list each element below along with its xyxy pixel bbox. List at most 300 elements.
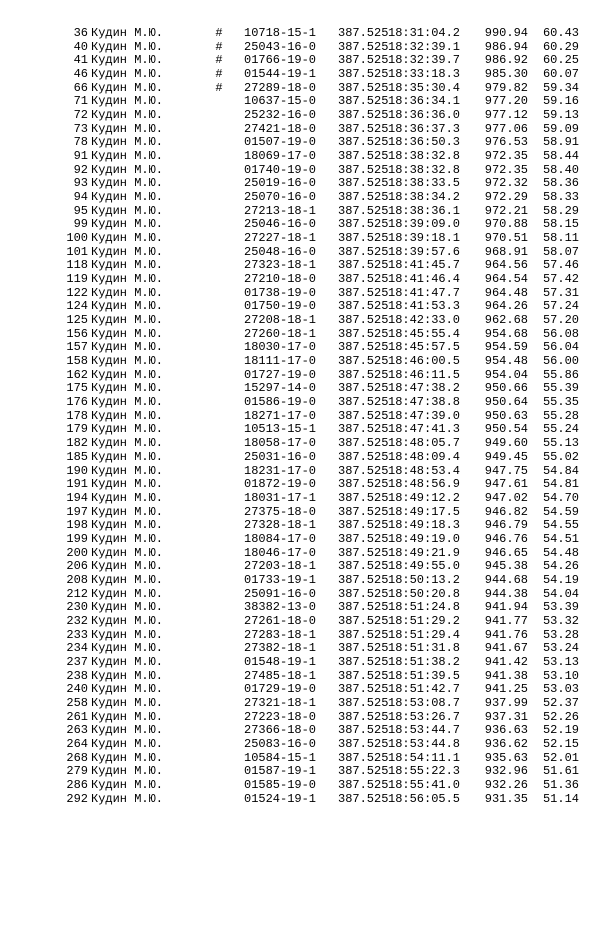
name-cell: Кудин М.Ю. bbox=[91, 682, 164, 697]
points-cell: 59.09 bbox=[542, 121, 579, 136]
ring-cell: 27289-18-0 bbox=[244, 80, 317, 95]
time-cell: 18:36:34.1 bbox=[388, 94, 461, 109]
place-cell: 286 bbox=[66, 777, 88, 792]
ring-cell: 01766-19-0 bbox=[244, 53, 317, 68]
name-cell: Кудин М.Ю. bbox=[91, 477, 164, 492]
distance-cell: 387.525 bbox=[338, 449, 389, 464]
name-cell: Кудин М.Ю. bbox=[91, 750, 164, 765]
speed-cell: 977.06 bbox=[484, 121, 528, 136]
points-cell: 59.16 bbox=[542, 94, 579, 109]
place-cell: 198 bbox=[66, 518, 88, 533]
ring-cell: 38382-13-0 bbox=[244, 600, 317, 615]
distance-cell: 387.525 bbox=[338, 53, 389, 68]
place-cell: 206 bbox=[66, 559, 88, 574]
speed-cell: 970.51 bbox=[484, 231, 528, 246]
distance-cell: 387.525 bbox=[338, 381, 389, 396]
speed-cell: 941.42 bbox=[484, 654, 528, 669]
speed-cell: 964.56 bbox=[484, 258, 528, 273]
distance-cell: 387.525 bbox=[338, 217, 389, 232]
table-row bbox=[0, 506, 600, 520]
place-cell: 185 bbox=[66, 449, 88, 464]
points-cell: 60.25 bbox=[542, 53, 579, 68]
table-row bbox=[0, 451, 600, 465]
time-cell: 18:53:44.8 bbox=[388, 736, 461, 751]
name-cell: Кудин М.Ю. bbox=[91, 80, 164, 95]
table-row bbox=[0, 273, 600, 287]
name-cell: Кудин М.Ю. bbox=[91, 613, 164, 628]
place-cell: 66 bbox=[73, 80, 88, 95]
place-cell: 230 bbox=[66, 600, 88, 615]
ring-cell: 01729-19-0 bbox=[244, 682, 317, 697]
speed-cell: 950.54 bbox=[484, 422, 528, 437]
table-row bbox=[0, 533, 600, 547]
table-row bbox=[0, 547, 600, 561]
name-cell: Кудин М.Ю. bbox=[91, 135, 164, 150]
distance-cell: 387.525 bbox=[338, 613, 389, 628]
place-cell: 258 bbox=[66, 695, 88, 710]
ring-cell: 01524-19-1 bbox=[244, 791, 317, 806]
points-cell: 52.37 bbox=[542, 695, 579, 710]
speed-cell: 946.76 bbox=[484, 531, 528, 546]
table-row bbox=[0, 136, 600, 150]
ring-cell: 25070-16-0 bbox=[244, 190, 317, 205]
distance-cell: 387.525 bbox=[338, 313, 389, 328]
speed-cell: 946.65 bbox=[484, 545, 528, 560]
table-row bbox=[0, 615, 600, 629]
speed-cell: 931.35 bbox=[484, 791, 528, 806]
time-cell: 18:53:44.7 bbox=[388, 723, 461, 738]
time-cell: 18:41:47.7 bbox=[388, 285, 461, 300]
points-cell: 53.24 bbox=[542, 641, 579, 656]
distance-cell: 387.525 bbox=[338, 422, 389, 437]
points-cell: 59.34 bbox=[542, 80, 579, 95]
time-cell: 18:45:57.5 bbox=[388, 340, 461, 355]
name-cell: Кудин М.Ю. bbox=[91, 586, 164, 601]
mark-cell: # bbox=[215, 67, 223, 82]
time-cell: 18:49:12.2 bbox=[388, 490, 461, 505]
table-row bbox=[0, 683, 600, 697]
points-cell: 57.31 bbox=[542, 285, 579, 300]
time-cell: 18:51:31.8 bbox=[388, 641, 461, 656]
ring-cell: 01733-19-1 bbox=[244, 572, 317, 587]
distance-cell: 387.525 bbox=[338, 135, 389, 150]
speed-cell: 941.25 bbox=[484, 682, 528, 697]
time-cell: 18:41:45.7 bbox=[388, 258, 461, 273]
speed-cell: 936.62 bbox=[484, 736, 528, 751]
place-cell: 200 bbox=[66, 545, 88, 560]
table-row bbox=[0, 519, 600, 533]
distance-cell: 387.525 bbox=[338, 258, 389, 273]
table-row bbox=[0, 369, 600, 383]
time-cell: 18:48:05.7 bbox=[388, 436, 461, 451]
points-cell: 58.07 bbox=[542, 244, 579, 259]
table-row bbox=[0, 341, 600, 355]
name-cell: Кудин М.Ю. bbox=[91, 162, 164, 177]
place-cell: 156 bbox=[66, 326, 88, 341]
place-cell: 93 bbox=[73, 176, 88, 191]
time-cell: 18:38:32.8 bbox=[388, 149, 461, 164]
place-cell: 73 bbox=[73, 121, 88, 136]
time-cell: 18:51:39.5 bbox=[388, 668, 461, 683]
table-row bbox=[0, 752, 600, 766]
place-cell: 233 bbox=[66, 627, 88, 642]
time-cell: 18:38:32.8 bbox=[388, 162, 461, 177]
mark-cell: # bbox=[215, 26, 223, 40]
ring-cell: 25043-16-0 bbox=[244, 39, 317, 54]
place-cell: 268 bbox=[66, 750, 88, 765]
distance-cell: 387.525 bbox=[338, 340, 389, 355]
table-row bbox=[0, 765, 600, 779]
ring-cell: 18084-17-0 bbox=[244, 531, 317, 546]
place-cell: 71 bbox=[73, 94, 88, 109]
name-cell: Кудин М.Ю. bbox=[91, 354, 164, 369]
speed-cell: 949.60 bbox=[484, 436, 528, 451]
name-cell: Кудин М.Ю. bbox=[91, 26, 164, 40]
points-cell: 52.15 bbox=[542, 736, 579, 751]
speed-cell: 985.30 bbox=[484, 67, 528, 82]
place-cell: 91 bbox=[73, 149, 88, 164]
ring-cell: 25046-16-0 bbox=[244, 217, 317, 232]
ring-cell: 18030-17-0 bbox=[244, 340, 317, 355]
distance-cell: 387.525 bbox=[338, 67, 389, 82]
time-cell: 18:53:08.7 bbox=[388, 695, 461, 710]
table-row bbox=[0, 328, 600, 342]
place-cell: 100 bbox=[66, 231, 88, 246]
table-row bbox=[0, 724, 600, 738]
ring-cell: 01872-19-0 bbox=[244, 477, 317, 492]
place-cell: 101 bbox=[66, 244, 88, 259]
name-cell: Кудин М.Ю. bbox=[91, 381, 164, 396]
name-cell: Кудин М.Ю. bbox=[91, 695, 164, 710]
points-cell: 53.32 bbox=[542, 613, 579, 628]
table-row bbox=[0, 478, 600, 492]
distance-cell: 387.525 bbox=[338, 723, 389, 738]
ring-cell: 27210-18-0 bbox=[244, 272, 317, 287]
table-row bbox=[0, 191, 600, 205]
speed-cell: 936.63 bbox=[484, 723, 528, 738]
name-cell: Кудин М.Ю. bbox=[91, 340, 164, 355]
speed-cell: 941.67 bbox=[484, 641, 528, 656]
points-cell: 57.20 bbox=[542, 313, 579, 328]
speed-cell: 972.29 bbox=[484, 190, 528, 205]
place-cell: 232 bbox=[66, 613, 88, 628]
speed-cell: 937.99 bbox=[484, 695, 528, 710]
name-cell: Кудин М.Ю. bbox=[91, 272, 164, 287]
place-cell: 182 bbox=[66, 436, 88, 451]
name-cell: Кудин М.Ю. bbox=[91, 709, 164, 724]
table-row bbox=[0, 232, 600, 246]
distance-cell: 387.525 bbox=[338, 695, 389, 710]
ring-cell: 18031-17-1 bbox=[244, 490, 317, 505]
mark-cell: # bbox=[215, 39, 223, 54]
name-cell: Кудин М.Ю. bbox=[91, 518, 164, 533]
place-cell: 178 bbox=[66, 408, 88, 423]
speed-cell: 977.20 bbox=[484, 94, 528, 109]
name-cell: Кудин М.Ю. bbox=[91, 572, 164, 587]
distance-cell: 387.525 bbox=[338, 654, 389, 669]
points-cell: 53.13 bbox=[542, 654, 579, 669]
time-cell: 18:49:17.5 bbox=[388, 504, 461, 519]
name-cell: Кудин М.Ю. bbox=[91, 791, 164, 806]
distance-cell: 387.525 bbox=[338, 600, 389, 615]
ring-cell: 27283-18-1 bbox=[244, 627, 317, 642]
results-table bbox=[0, 27, 600, 806]
speed-cell: 986.94 bbox=[484, 39, 528, 54]
time-cell: 18:38:33.5 bbox=[388, 176, 461, 191]
time-cell: 18:56:05.5 bbox=[388, 791, 461, 806]
ring-cell: 25091-16-0 bbox=[244, 586, 317, 601]
name-cell: Кудин М.Ю. bbox=[91, 67, 164, 82]
place-cell: 46 bbox=[73, 67, 88, 82]
table-row bbox=[0, 670, 600, 684]
table-row bbox=[0, 423, 600, 437]
speed-cell: 970.88 bbox=[484, 217, 528, 232]
speed-cell: 972.21 bbox=[484, 203, 528, 218]
ring-cell: 18111-17-0 bbox=[244, 354, 317, 369]
place-cell: 175 bbox=[66, 381, 88, 396]
speed-cell: 972.35 bbox=[484, 162, 528, 177]
points-cell: 58.33 bbox=[542, 190, 579, 205]
distance-cell: 387.525 bbox=[338, 272, 389, 287]
ring-cell: 15297-14-0 bbox=[244, 381, 317, 396]
ring-cell: 25048-16-0 bbox=[244, 244, 317, 259]
place-cell: 208 bbox=[66, 572, 88, 587]
points-cell: 58.44 bbox=[542, 149, 579, 164]
ring-cell: 27366-18-0 bbox=[244, 723, 317, 738]
table-row bbox=[0, 95, 600, 109]
ring-cell: 01740-19-0 bbox=[244, 162, 317, 177]
points-cell: 58.29 bbox=[542, 203, 579, 218]
time-cell: 18:54:11.1 bbox=[388, 750, 461, 765]
points-cell: 58.11 bbox=[542, 231, 579, 246]
time-cell: 18:39:09.0 bbox=[388, 217, 461, 232]
time-cell: 18:35:30.4 bbox=[388, 80, 461, 95]
points-cell: 60.07 bbox=[542, 67, 579, 82]
distance-cell: 387.525 bbox=[338, 709, 389, 724]
points-cell: 60.29 bbox=[542, 39, 579, 54]
name-cell: Кудин М.Ю. bbox=[91, 299, 164, 314]
name-cell: Кудин М.Ю. bbox=[91, 53, 164, 68]
time-cell: 18:49:18.3 bbox=[388, 518, 461, 533]
place-cell: 263 bbox=[66, 723, 88, 738]
table-row bbox=[0, 109, 600, 123]
ring-cell: 25232-16-0 bbox=[244, 108, 317, 123]
points-cell: 60.43 bbox=[542, 26, 579, 40]
place-cell: 194 bbox=[66, 490, 88, 505]
time-cell: 18:47:41.3 bbox=[388, 422, 461, 437]
distance-cell: 387.525 bbox=[338, 764, 389, 779]
distance-cell: 387.525 bbox=[338, 367, 389, 382]
time-cell: 18:51:24.8 bbox=[388, 600, 461, 615]
points-cell: 55.28 bbox=[542, 408, 579, 423]
time-cell: 18:53:26.7 bbox=[388, 709, 461, 724]
time-cell: 18:55:41.0 bbox=[388, 777, 461, 792]
time-cell: 18:31:04.2 bbox=[388, 26, 461, 40]
speed-cell: 977.12 bbox=[484, 108, 528, 123]
distance-cell: 387.525 bbox=[338, 395, 389, 410]
ring-cell: 10584-15-1 bbox=[244, 750, 317, 765]
table-row bbox=[0, 410, 600, 424]
points-cell: 55.86 bbox=[542, 367, 579, 382]
table-row bbox=[0, 396, 600, 410]
time-cell: 18:48:56.9 bbox=[388, 477, 461, 492]
place-cell: 237 bbox=[66, 654, 88, 669]
points-cell: 52.19 bbox=[542, 723, 579, 738]
speed-cell: 941.94 bbox=[484, 600, 528, 615]
points-cell: 55.13 bbox=[542, 436, 579, 451]
points-cell: 58.91 bbox=[542, 135, 579, 150]
table-row bbox=[0, 437, 600, 451]
name-cell: Кудин М.Ю. bbox=[91, 258, 164, 273]
place-cell: 118 bbox=[66, 258, 88, 273]
distance-cell: 387.525 bbox=[338, 791, 389, 806]
distance-cell: 387.525 bbox=[338, 354, 389, 369]
name-cell: Кудин М.Ю. bbox=[91, 668, 164, 683]
ring-cell: 27223-18-0 bbox=[244, 709, 317, 724]
place-cell: 292 bbox=[66, 791, 88, 806]
name-cell: Кудин М.Ю. bbox=[91, 490, 164, 505]
time-cell: 18:55:22.3 bbox=[388, 764, 461, 779]
name-cell: Кудин М.Ю. bbox=[91, 641, 164, 656]
distance-cell: 387.525 bbox=[338, 231, 389, 246]
ring-cell: 27213-18-1 bbox=[244, 203, 317, 218]
name-cell: Кудин М.Ю. bbox=[91, 395, 164, 410]
table-row bbox=[0, 601, 600, 615]
name-cell: Кудин М.Ю. bbox=[91, 149, 164, 164]
time-cell: 18:49:55.0 bbox=[388, 559, 461, 574]
name-cell: Кудин М.Ю. bbox=[91, 449, 164, 464]
table-row bbox=[0, 560, 600, 574]
distance-cell: 387.525 bbox=[338, 777, 389, 792]
speed-cell: 947.75 bbox=[484, 463, 528, 478]
ring-cell: 01738-19-0 bbox=[244, 285, 317, 300]
table-row bbox=[0, 27, 600, 41]
points-cell: 58.36 bbox=[542, 176, 579, 191]
speed-cell: 962.68 bbox=[484, 313, 528, 328]
table-row bbox=[0, 588, 600, 602]
points-cell: 53.28 bbox=[542, 627, 579, 642]
time-cell: 18:46:00.5 bbox=[388, 354, 461, 369]
speed-cell: 968.91 bbox=[484, 244, 528, 259]
points-cell: 55.39 bbox=[542, 381, 579, 396]
speed-cell: 947.61 bbox=[484, 477, 528, 492]
table-row bbox=[0, 574, 600, 588]
table-row bbox=[0, 164, 600, 178]
points-cell: 55.02 bbox=[542, 449, 579, 464]
distance-cell: 387.525 bbox=[338, 326, 389, 341]
ring-cell: 10718-15-1 bbox=[244, 26, 317, 40]
place-cell: 264 bbox=[66, 736, 88, 751]
name-cell: Кудин М.Ю. bbox=[91, 231, 164, 246]
name-cell: Кудин М.Ю. bbox=[91, 463, 164, 478]
speed-cell: 964.26 bbox=[484, 299, 528, 314]
speed-cell: 935.63 bbox=[484, 750, 528, 765]
time-cell: 18:33:18.3 bbox=[388, 67, 461, 82]
speed-cell: 944.38 bbox=[484, 586, 528, 601]
distance-cell: 387.525 bbox=[338, 463, 389, 478]
time-cell: 18:47:38.8 bbox=[388, 395, 461, 410]
points-cell: 52.01 bbox=[542, 750, 579, 765]
ring-cell: 27375-18-0 bbox=[244, 504, 317, 519]
points-cell: 54.48 bbox=[542, 545, 579, 560]
ring-cell: 01544-19-1 bbox=[244, 67, 317, 82]
distance-cell: 387.525 bbox=[338, 108, 389, 123]
ring-cell: 27227-18-1 bbox=[244, 231, 317, 246]
place-cell: 78 bbox=[73, 135, 88, 150]
ring-cell: 10513-15-1 bbox=[244, 422, 317, 437]
place-cell: 119 bbox=[66, 272, 88, 287]
speed-cell: 976.53 bbox=[484, 135, 528, 150]
points-cell: 59.13 bbox=[542, 108, 579, 123]
name-cell: Кудин М.Ю. bbox=[91, 436, 164, 451]
points-cell: 53.39 bbox=[542, 600, 579, 615]
time-cell: 18:49:21.9 bbox=[388, 545, 461, 560]
place-cell: 261 bbox=[66, 709, 88, 724]
place-cell: 240 bbox=[66, 682, 88, 697]
name-cell: Кудин М.Ю. bbox=[91, 108, 164, 123]
points-cell: 54.70 bbox=[542, 490, 579, 505]
points-cell: 56.04 bbox=[542, 340, 579, 355]
speed-cell: 937.31 bbox=[484, 709, 528, 724]
place-cell: 190 bbox=[66, 463, 88, 478]
name-cell: Кудин М.Ю. bbox=[91, 367, 164, 382]
time-cell: 18:51:38.2 bbox=[388, 654, 461, 669]
distance-cell: 387.525 bbox=[338, 559, 389, 574]
ring-cell: 27323-18-1 bbox=[244, 258, 317, 273]
points-cell: 54.84 bbox=[542, 463, 579, 478]
speed-cell: 941.38 bbox=[484, 668, 528, 683]
distance-cell: 387.525 bbox=[338, 285, 389, 300]
time-cell: 18:38:36.1 bbox=[388, 203, 461, 218]
time-cell: 18:45:55.4 bbox=[388, 326, 461, 341]
place-cell: 122 bbox=[66, 285, 88, 300]
ring-cell: 27321-18-1 bbox=[244, 695, 317, 710]
table-row bbox=[0, 465, 600, 479]
place-cell: 191 bbox=[66, 477, 88, 492]
name-cell: Кудин М.Ю. bbox=[91, 313, 164, 328]
place-cell: 162 bbox=[66, 367, 88, 382]
points-cell: 58.15 bbox=[542, 217, 579, 232]
distance-cell: 387.525 bbox=[338, 244, 389, 259]
distance-cell: 387.525 bbox=[338, 504, 389, 519]
place-cell: 234 bbox=[66, 641, 88, 656]
distance-cell: 387.525 bbox=[338, 586, 389, 601]
speed-cell: 941.77 bbox=[484, 613, 528, 628]
mark-cell: # bbox=[215, 53, 223, 68]
points-cell: 57.42 bbox=[542, 272, 579, 287]
table-row bbox=[0, 355, 600, 369]
table-row bbox=[0, 54, 600, 68]
ring-cell: 18046-17-0 bbox=[244, 545, 317, 560]
name-cell: Кудин М.Ю. bbox=[91, 654, 164, 669]
time-cell: 18:49:19.0 bbox=[388, 531, 461, 546]
points-cell: 57.46 bbox=[542, 258, 579, 273]
place-cell: 197 bbox=[66, 504, 88, 519]
time-cell: 18:42:33.0 bbox=[388, 313, 461, 328]
name-cell: Кудин М.Ю. bbox=[91, 39, 164, 54]
points-cell: 52.26 bbox=[542, 709, 579, 724]
name-cell: Кудин М.Ю. bbox=[91, 190, 164, 205]
speed-cell: 945.38 bbox=[484, 559, 528, 574]
table-row bbox=[0, 150, 600, 164]
time-cell: 18:51:29.4 bbox=[388, 627, 461, 642]
ring-cell: 27382-18-1 bbox=[244, 641, 317, 656]
speed-cell: 954.68 bbox=[484, 326, 528, 341]
time-cell: 18:50:13.2 bbox=[388, 572, 461, 587]
name-cell: Кудин М.Ю. bbox=[91, 723, 164, 738]
distance-cell: 387.525 bbox=[338, 162, 389, 177]
table-row bbox=[0, 123, 600, 137]
